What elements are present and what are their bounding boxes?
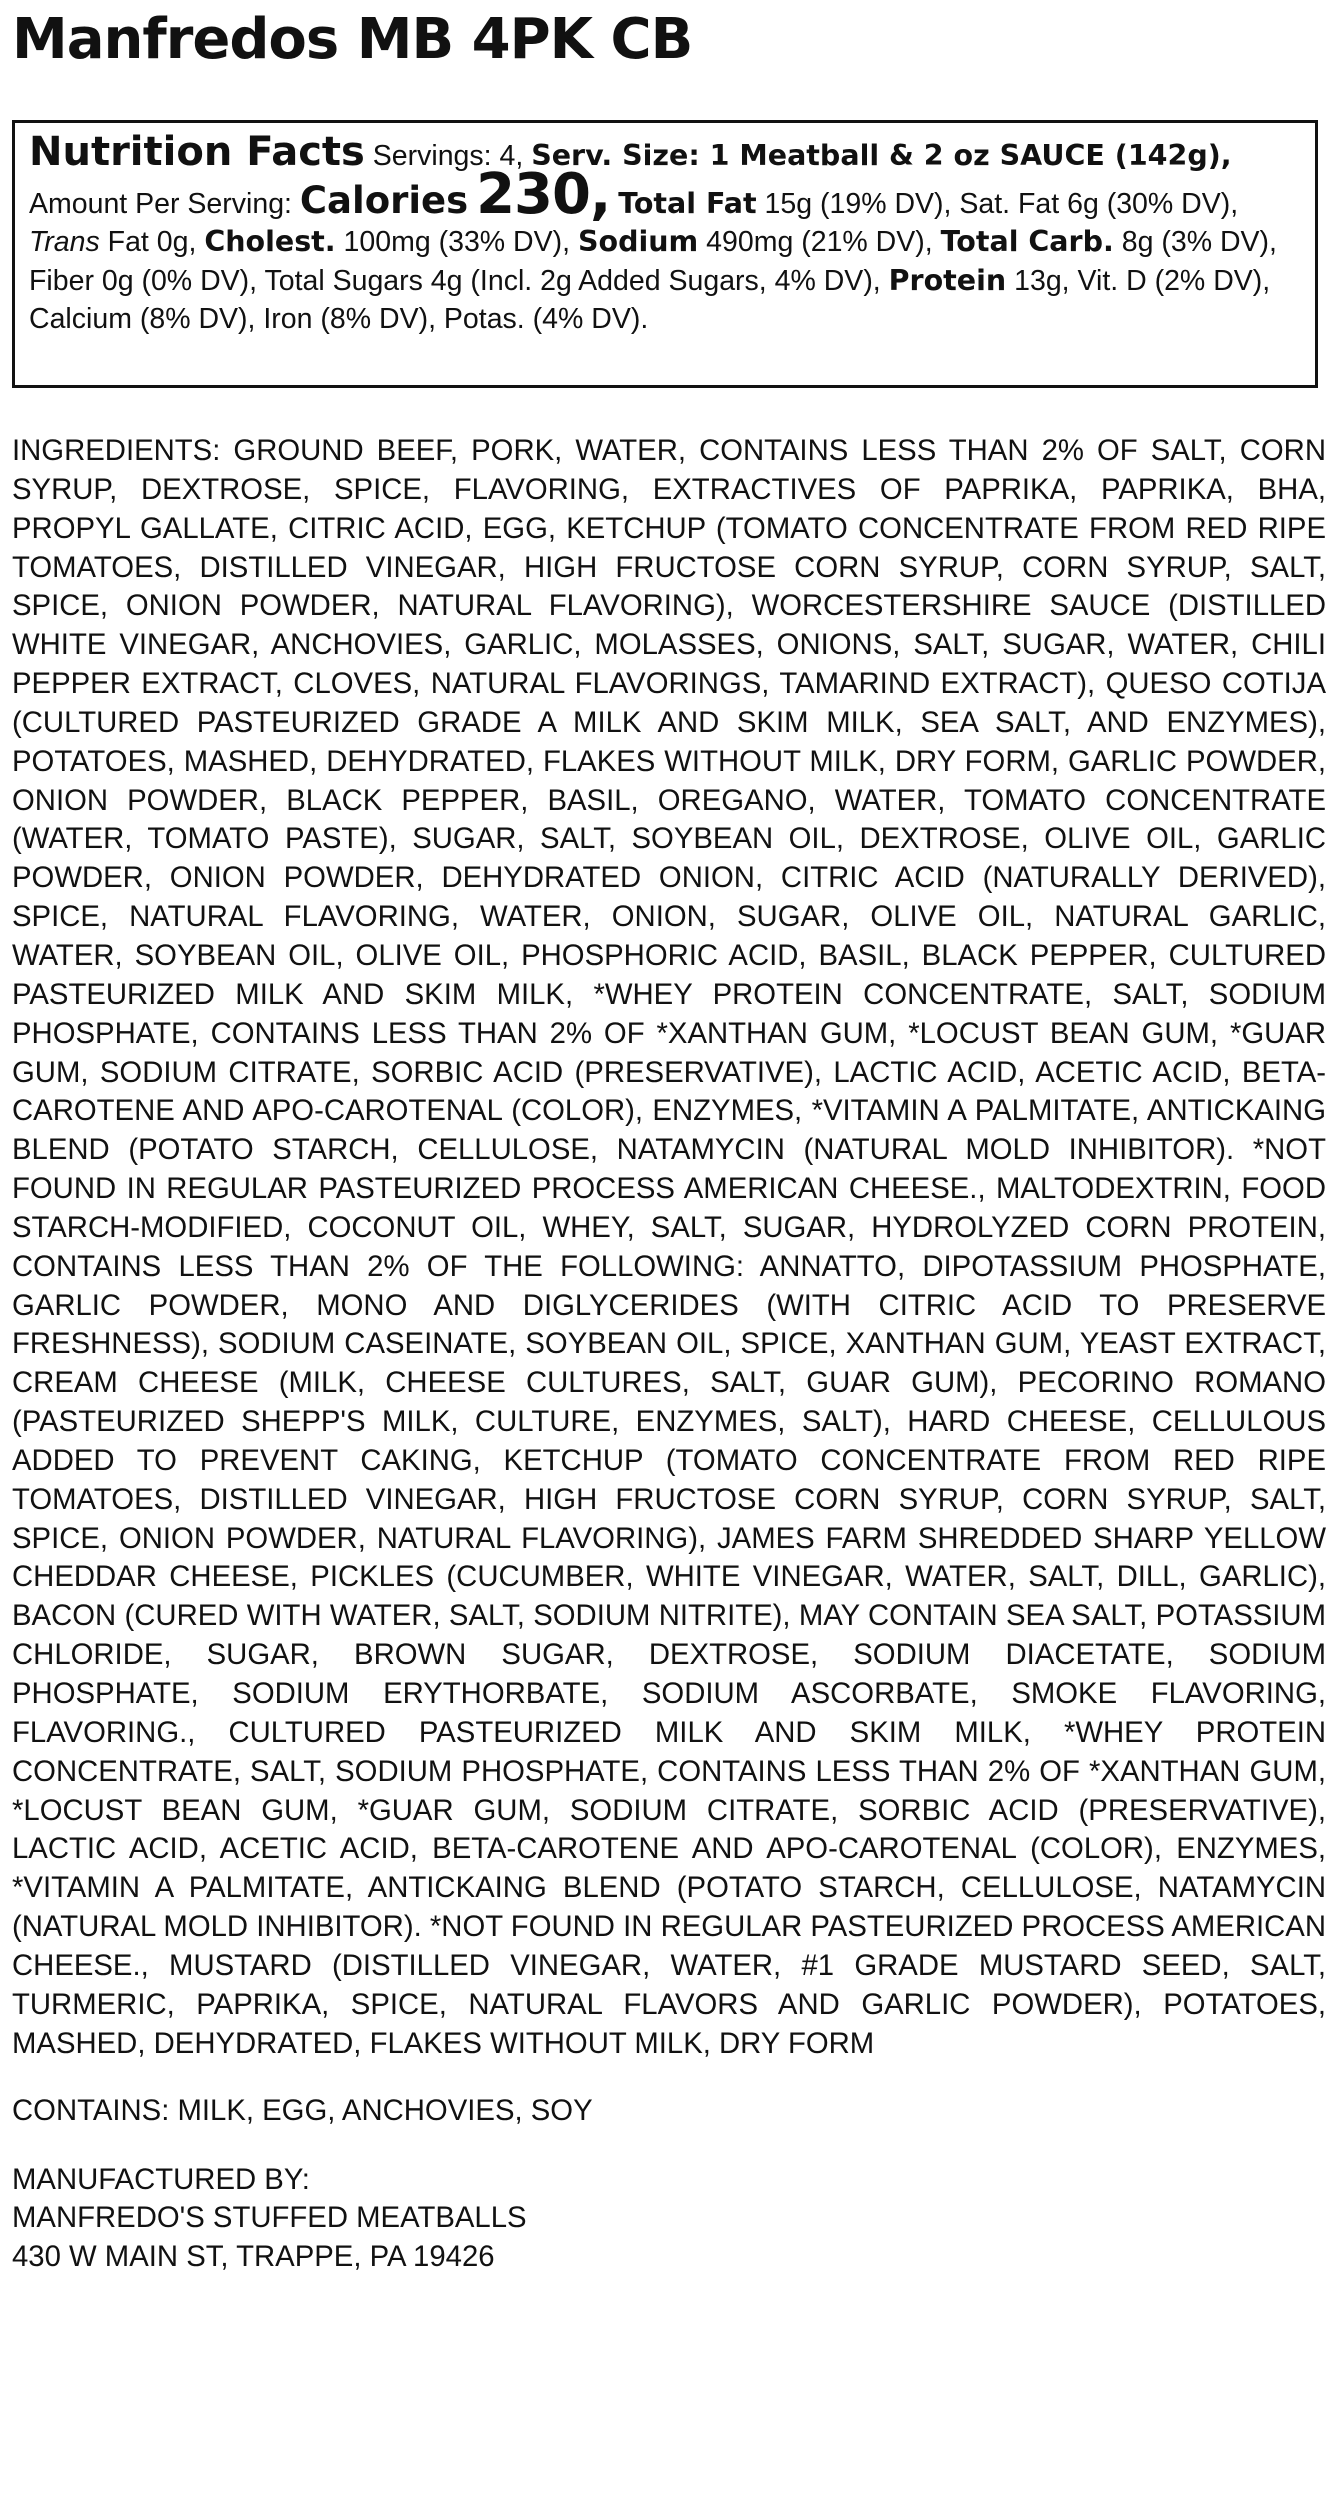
- cholesterol-label: Cholest.: [204, 225, 336, 258]
- cholesterol-value: 100mg (33% DV),: [343, 226, 571, 258]
- nutrition-facts-heading: Nutrition Facts: [29, 129, 365, 175]
- label-page: [12, 0, 1326, 2276]
- protein-value: 13g, Vit. D (2% DV), Calcium (8% DV), Iron (8% DV), Potas. (4% DV).: [29, 264, 1271, 335]
- allergen-statement: CONTAINS: MILK, EGG, ANCHOVIES, SOY: [12, 2094, 593, 2128]
- manufacturer-address: 430 W MAIN ST, TRAPPE, PA 19426: [12, 2239, 495, 2273]
- serving-size-text: Serv. Size: 1 Meatball & 2 oz SAUCE (142g),: [531, 139, 1232, 172]
- protein-label: Protein: [888, 263, 1007, 297]
- trans-fat-label: Trans: [29, 226, 100, 258]
- total-fat-value: 15g (19% DV), Sat. Fat 6g (30% DV),: [764, 187, 1239, 220]
- calories-value: 230,: [476, 161, 611, 227]
- total-fat-label: Total Fat: [618, 186, 757, 220]
- total-carb-value: 8g (3% DV), Fiber 0g (0% DV), Total Sugars 4g (Incl. 2g Added Sugars, 4% DV),: [29, 226, 1277, 297]
- amount-per-serving-text: Amount Per Serving:: [29, 187, 292, 220]
- nutrition-facts-panel: [12, 120, 1318, 388]
- sodium-value: 490mg (21% DV),: [706, 226, 933, 258]
- product-title: Manfredos MB 4PK CB: [12, 7, 693, 72]
- sodium-label: Sodium: [577, 225, 699, 258]
- total-carb-label: Total Carb.: [940, 225, 1114, 258]
- trans-fat-value: Fat 0g,: [107, 226, 197, 258]
- ingredients-list: INGREDIENTS: GROUND BEEF, PORK, WATER, CONTAINS LESS THAN 2% OF SALT, CORN SYRUP, DEXTROSE, SPICE, FLAVORING, EXTRACTIVES OF PAPRIKA, PAPRIKA, BHA, PROPYL GALLATE, CITRIC ACID, EGG, KETCHUP (TOMATO CONCENTRATE FROM RED RIPE TOMATOES, DISTILLED VINEGAR, HIGH FRUCTOSE CORN SYRUP, CORN SYRUP, SALT, SPICE, ONION POWDER, NATURAL FLAVORING), WORCESTERSHIRE SAUCE (DISTILLED WHITE VINEGAR, ANCHOVIES, GARLIC, MOLASSES, ONIONS, SALT, SUGAR, WATER, CHILI PEPPER EXTRACT, CLOVES, NATURAL FLAVORINGS, TAMARIND EXTRACT), QUESO COTIJA (CULTURED PASTEURIZED GRADE A MILK AND SKIM MILK, SEA SALT, AND ENZYMES), POTATOES, MASHED, DEHYDRATED, FLAKES WITHOUT MILK, DRY FORM, GARLIC POWDER, ONION POWDER, BLACK PEPPER, BASIL, OREGANO, WATER, TOMATO CONCENTRATE (WATER, TOMATO PASTE), SUGAR, SALT, SOYBEAN OIL, DEXTROSE, OLIVE OIL, GARLIC POWDER, ONION POWDER, DEHYDRATED ONION, CITRIC ACID (NATURALLY DERIVED), SPICE, NATURAL FLAVORING, WATER, ONION, SUGAR, OLIVE OIL, NATURAL GARLIC, WATER, SOYBEAN OIL, OLIVE OIL, PHOSPHORIC ACID, BASIL, BLACK PEPPER, CULTURED PASTEURIZED MILK AND SKIM MILK, *WHEY PROTEIN CONCENTRATE, SALT, SODIUM PHOSPHATE, CONTAINS LESS THAN 2% OF *XANTHAN GUM, *LOCUST BEAN GUM, *GUAR GUM, SODIUM CITRATE, SORBIC ACID (PRESERVATIVE), LACTIC ACID, ACETIC ACID, BETA-CAROTENE AND APO-CAROTENAL (COLOR), ENZYMES, *VITAMIN A PALMITATE, ANTICKAING BLEND (POTATO STARCH, CELLULOSE, NATAMYCIN (NATURAL MOLD INHIBITOR). *NOT FOUND IN REGULAR PASTEURIZED PROCESS AMERICAN CHEESE., MALTODEXTRIN, FOOD STARCH-MODIFIED, COCONUT OIL, WHEY, SALT, SUGAR, HYDROLYZED CORN PROTEIN, CONTAINS LESS THAN 2% OF THE FOLLOWING: ANNATTO, DIPOTASSIUM PHOSPHATE, GARLIC POWDER, MONO AND DIGLYCERIDES (WITH CITRIC ACID TO PRESERVE FRESHNESS), SODIUM CASEINATE, SOYBEAN OIL, SPICE, XANTHAN GUM, YEAST EXTRACT, CREAM CHEESE (MILK, CHEESE CULTURES, SALT, GUAR GUM), PECORINO ROMANO (PASTEURIZED SHEPP'S MILK, CULTURE, ENZYMES, SALT), HARD CHEESE, CELLULOUS ADDED TO PREVENT CAKING, KETCHUP (TOMATO CONCENTRATE FROM RED RIPE TOMATOES, DISTILLED VINEGAR, HIGH FRUCTOSE CORN SYRUP, CORN SYRUP, SALT, SPICE, ONION POWDER, NATURAL FLAVORING), JAMES FARM SHREDDED SHARP YELLOW CHEDDAR CHEESE, PICKLES (CUCUMBER, WHITE VINEGAR, WATER, SALT, DILL, GARLIC), BACON (CURED WITH WATER, SALT, SODIUM NITRITE), MAY CONTAIN SEA SALT, POTASSIUM CHLORIDE, SUGAR, BROWN SUGAR, DEXTROSE, SODIUM DIACETATE, SODIUM PHOSPHATE, SODIUM ERYTHORBATE, SODIUM ASCORBATE, SMOKE FLAVORING, FLAVORING., CULTURED PASTEURIZED MILK AND SKIM MILK, *WHEY PROTEIN CONCENTRATE, SALT, SODIUM PHOSPHATE, CONTAINS LESS THAN 2% OF *XANTHAN GUM, *LOCUST BEAN GUM, *GUAR GUM, SODIUM CITRATE, SORBIC ACID (PRESERVATIVE), LACTIC ACID, ACETIC ACID, BETA-CAROTENE AND APO-CAROTENAL (COLOR), ENZYMES, *VITAMIN A PALMITATE, ANTICKAING BLEND (POTATO STARCH, CELLULOSE, NATAMYCIN (NATURAL MOLD INHIBITOR). *NOT FOUND IN REGULAR PASTEURIZED PROCESS AMERICAN CHEESE., MUSTARD (DISTILLED VINEGAR, WATER, #1 GRADE MUSTARD SEED, SALT, TURMERIC, PAPRIKA, SPICE, NATURAL FLAVORS AND GARLIC POWDER), POTATOES, MASHED, DEHYDRATED, FLAKES WITHOUT MILK, DRY FORM: [12, 434, 1326, 2060]
- manufacturer-name: MANFREDO'S STUFFED MEATBALLS: [12, 2201, 527, 2235]
- servings-text: Servings: 4,: [372, 140, 524, 172]
- manufacturer-heading: MANUFACTURED BY:: [12, 2162, 310, 2196]
- manufacturer-block: [12, 2161, 1326, 2277]
- calories-label: Calories: [299, 178, 469, 222]
